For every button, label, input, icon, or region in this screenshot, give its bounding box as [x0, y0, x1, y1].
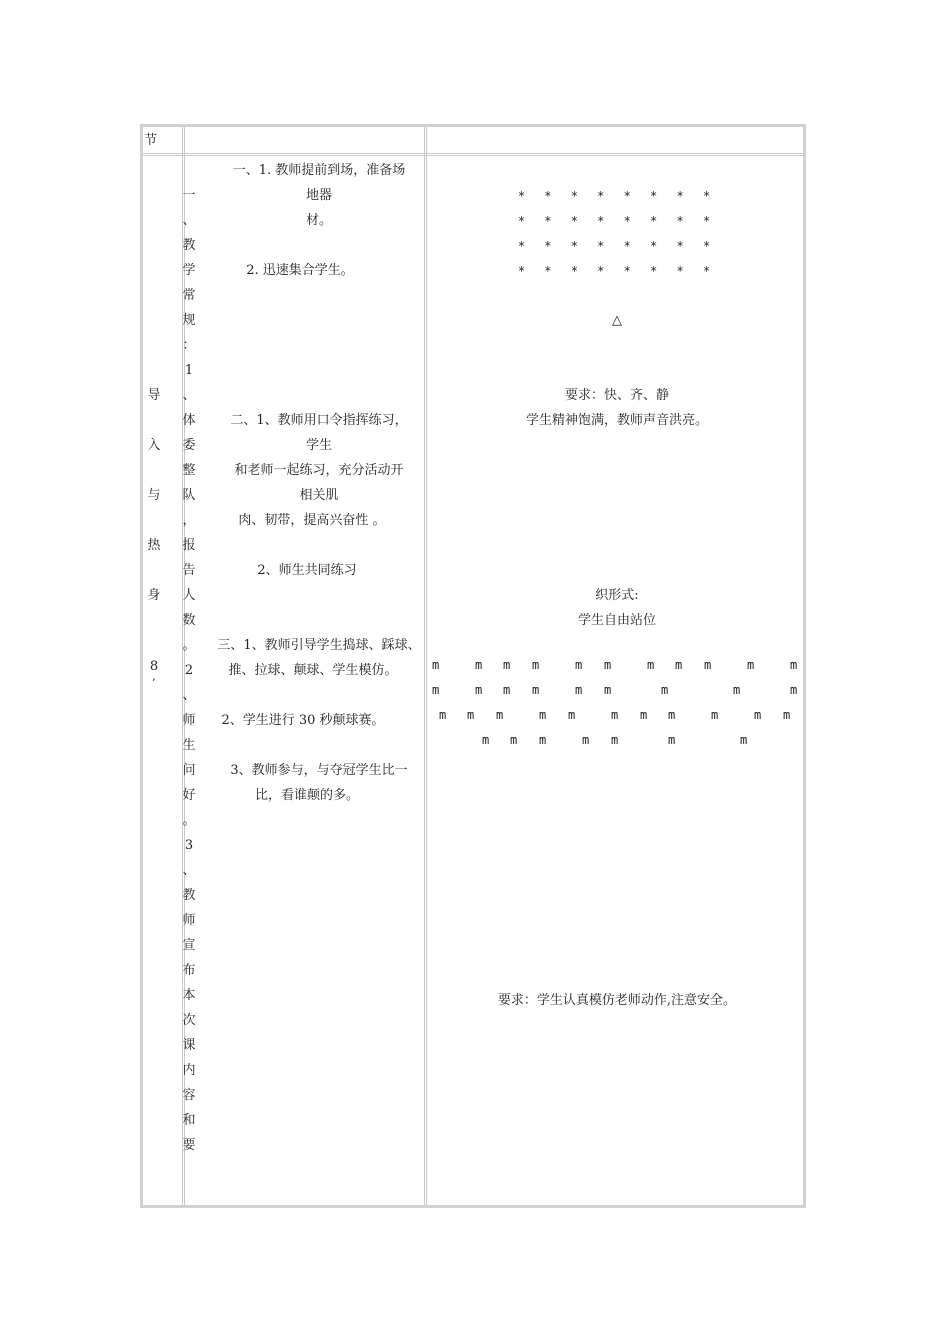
student-mark: m: [640, 708, 648, 722]
student-formation-row: * * * * * * * *: [517, 239, 717, 253]
section-name: [144, 383, 164, 633]
student-mark: m: [510, 733, 518, 747]
routine-char: ，: [182, 513, 196, 528]
student-mark: m: [675, 658, 683, 672]
student-mark: m: [711, 708, 719, 722]
routine-char: 、: [182, 863, 196, 878]
content-line: 一、1. 教师提前到场，准备场: [232, 163, 406, 178]
routine-char: 常: [182, 288, 196, 303]
routine-char: 宣: [182, 938, 196, 953]
routine-char: 布: [182, 963, 196, 978]
student-mark: m: [740, 733, 748, 747]
routine-char: 数: [182, 613, 196, 628]
student-mark: m: [604, 658, 612, 672]
student-mark: m: [503, 658, 511, 672]
section-name-char: 入: [147, 438, 161, 453]
content-line: 相关肌: [299, 488, 339, 503]
section-name-char: 导: [147, 388, 161, 403]
formation-label: 织形式:: [595, 588, 639, 603]
content-line: 3、教师参与，与夺冠学生比一: [230, 763, 408, 778]
routine-char: 要: [182, 1138, 196, 1153]
student-mark: m: [439, 708, 447, 722]
content-line: 三、1、教师引导学生捣球、踩球、: [217, 638, 421, 653]
routine-char: 师: [182, 713, 196, 728]
routine-char: 人: [182, 588, 196, 603]
section-time: [144, 658, 164, 694]
student-mark: m: [575, 658, 583, 672]
content-line: 二、1、教师用口令指挥练习，: [230, 413, 408, 428]
routine-char: 本: [182, 988, 196, 1003]
routine-char: 1: [184, 363, 194, 378]
routine-char: 报: [182, 538, 196, 553]
student-mark: m: [661, 683, 669, 697]
student-mark: m: [647, 658, 655, 672]
scatter-row: [430, 683, 804, 708]
section-name-char: 热: [147, 538, 161, 553]
routine-char: 课: [182, 1038, 196, 1053]
student-mark: m: [668, 708, 676, 722]
student-mark: m: [432, 683, 440, 697]
student-mark: m: [783, 708, 791, 722]
student-mark: m: [432, 658, 440, 672]
header-section-label: 节: [144, 133, 158, 148]
student-mark: m: [611, 733, 619, 747]
student-mark: m: [733, 683, 741, 697]
routine-char: 教: [182, 888, 196, 903]
content-line: 和老师一起练习，充分活动开: [234, 463, 404, 478]
student-mark: m: [467, 708, 475, 722]
student-mark: m: [575, 683, 583, 697]
student-mark: m: [668, 733, 676, 747]
routine-char: 整: [182, 463, 196, 478]
student-mark: m: [611, 708, 619, 722]
requirement-line: 学生精神饱满，教师声音洪亮。: [525, 413, 708, 428]
content-line: 比，看谁颠的多。: [254, 788, 359, 803]
student-mark: m: [532, 658, 540, 672]
content-line: 材。: [305, 213, 332, 228]
routine-char: 内: [182, 1063, 196, 1078]
routine-char: 体: [182, 413, 196, 428]
section-time-char: 8: [149, 659, 159, 674]
routine-char: 次: [182, 1013, 196, 1028]
routine-char: 2: [184, 663, 194, 678]
student-formation-row: * * * * * * * *: [517, 264, 717, 278]
formation-value: 学生自由站位: [577, 613, 656, 628]
student-mark: m: [475, 683, 483, 697]
routine-char: 。: [182, 638, 196, 653]
content-line: 肉、韧带，提高兴奋性 。: [238, 513, 386, 528]
routine-char: 问: [182, 763, 196, 778]
routine-char: 、: [182, 213, 196, 228]
routine-char: 队: [182, 488, 196, 503]
teaching-routine: [178, 183, 200, 1158]
col-divider-2: [424, 127, 427, 1205]
routine-char: 和: [182, 1113, 196, 1128]
routine-char: 一: [182, 188, 196, 203]
student-mark: m: [568, 708, 576, 722]
section-time-char: ′: [152, 677, 156, 692]
student-mark: m: [496, 708, 504, 722]
student-mark: m: [747, 658, 755, 672]
requirement-line: 要求：快、齐、静: [564, 388, 669, 403]
routine-char: 告: [182, 563, 196, 578]
student-mark: m: [539, 733, 547, 747]
routine-char: 容: [182, 1088, 196, 1103]
student-mark: m: [482, 733, 490, 747]
student-mark: m: [532, 683, 540, 697]
scatter-row: [430, 658, 804, 683]
scatter-row: [430, 733, 804, 758]
routine-char: 好: [182, 788, 196, 803]
routine-char: 师: [182, 913, 196, 928]
header-divider: [143, 153, 803, 156]
student-mark: m: [790, 658, 798, 672]
content-line: 2、学生进行 30 秒颠球赛。: [221, 713, 385, 728]
student-mark: m: [539, 708, 547, 722]
requirement-line: 要求：学生认真模仿老师动作,注意安全。: [497, 993, 737, 1008]
content-line: 推、拉球、颠球、学生模仿。: [228, 663, 398, 678]
student-mark: m: [790, 683, 798, 697]
content-line: 地器: [305, 188, 332, 203]
routine-char: 学: [182, 263, 196, 278]
student-formation-row: * * * * * * * *: [517, 189, 717, 203]
section-name-char: 身: [147, 588, 161, 603]
student-mark: m: [503, 683, 511, 697]
student-mark: m: [754, 708, 762, 722]
scatter-row: [430, 708, 804, 733]
routine-char: 。: [182, 813, 196, 828]
content-line: 2. 迅速集合学生。: [246, 263, 354, 278]
routine-char: 生: [182, 738, 196, 753]
student-formation-row: * * * * * * * *: [517, 214, 717, 228]
routine-char: 、: [182, 388, 196, 403]
student-mark: m: [582, 733, 590, 747]
routine-char: 3: [184, 838, 194, 853]
routine-char: ：: [182, 338, 196, 353]
student-mark: m: [475, 658, 483, 672]
section-name-char: 与: [147, 488, 161, 503]
student-mark: m: [604, 683, 612, 697]
content-line: 学生: [305, 438, 332, 453]
routine-char: 委: [182, 438, 196, 453]
routine-char: 规: [182, 313, 196, 328]
content-line: 2、师生共同练习: [257, 563, 357, 578]
teacher-triangle-icon: △: [612, 313, 622, 328]
routine-char: 教: [182, 238, 196, 253]
student-mark: m: [704, 658, 712, 672]
routine-char: 、: [182, 688, 196, 703]
